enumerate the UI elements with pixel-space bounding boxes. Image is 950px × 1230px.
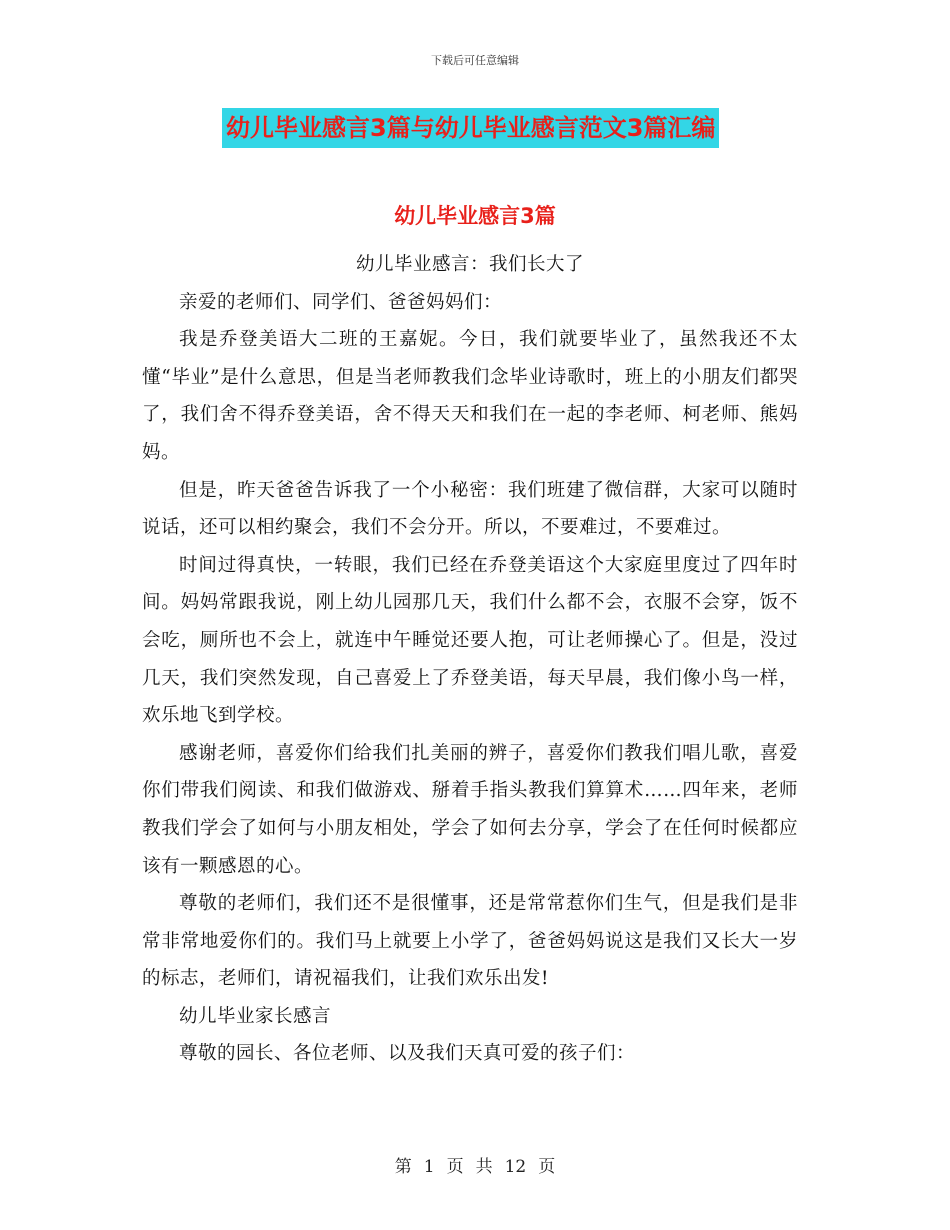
paragraph: 但是，昨天爸爸告诉我了一个小秘密：我们班建了微信群，大家可以随时说话，还可以相约聚会，我们不会分开。所以，不要难过，不要难过。 [142,479,798,539]
footer-total-pages: 12 [504,1157,527,1177]
footer-page-word: 第 [394,1157,412,1177]
footer-total-word: 共 [475,1157,493,1177]
section-title: 幼儿毕业感言3篇 [394,204,556,228]
paragraph: 感谢老师，喜爱你们给我们扎美丽的辨子，喜爱你们教我们唱儿歌，喜爱你们带我们阅读、和我们做游戏、掰着手指头教我们算算术……四年来，老师教我们学会了如何与小朋友相处，学会了如何去分享，学会了在任何时候都应该有一颗感恩的心。 [142,742,798,877]
paragraph: 我是乔登美语大二班的王嘉妮。今日，我们就要毕业了，虽然我还不太懂“毕业”是什么意思，但是当老师教我们念毕业诗歌时，班上的小朋友们都哭了，我们舍不得乔登美语，舍不得天天和我们在一起的李老师、柯老师、熊妈妈。 [142,329,798,463]
paragraph-heading: 幼儿毕业家长感言 [179,1005,332,1027]
page-footer [0,1152,950,1177]
header-note: 下载后可任意编辑 [431,54,519,67]
document-body [142,246,798,1073]
paragraph: 尊敬的老师们，我们还不是很懂事，还是常常惹你们生气，但是我们是非常非常地爱你们的。我们马上就要上小学了，爸爸妈妈说这是我们又长大一岁的标志，老师们，请祝福我们，让我们欢乐出发! [142,893,798,990]
paragraph: 时间过得真快，一转眼，我们已经在乔登美语这个大家庭里度过了四年时间。妈妈常跟我说，刚上幼儿园那几天，我们什么都不会，衣服不会穿，饭不会吃，厕所也不会上，就连中午睡觉还要人抱，可让老师操心了。但是，没过几天，我们突然发现，自己喜爱上了乔登美语，每天早晨，我们像小鸟一样，欢乐地飞到学校。 [142,554,798,727]
document-title: 幼儿毕业感言3篇与幼儿毕业感言范文3篇汇编 [222,108,719,148]
paragraph-greeting: 亲爱的老师们、同学们、爸爸妈妈们： [179,291,503,313]
footer-total-unit: 页 [538,1157,556,1177]
footer-page-unit: 页 [446,1157,464,1177]
article-subtitle: 幼儿毕业感言：我们长大了 [355,254,584,275]
paragraph-greeting: 尊敬的园长、各位老师、以及我们天真可爱的孩子们： [179,1043,636,1065]
footer-page-number: 1 [423,1157,435,1177]
